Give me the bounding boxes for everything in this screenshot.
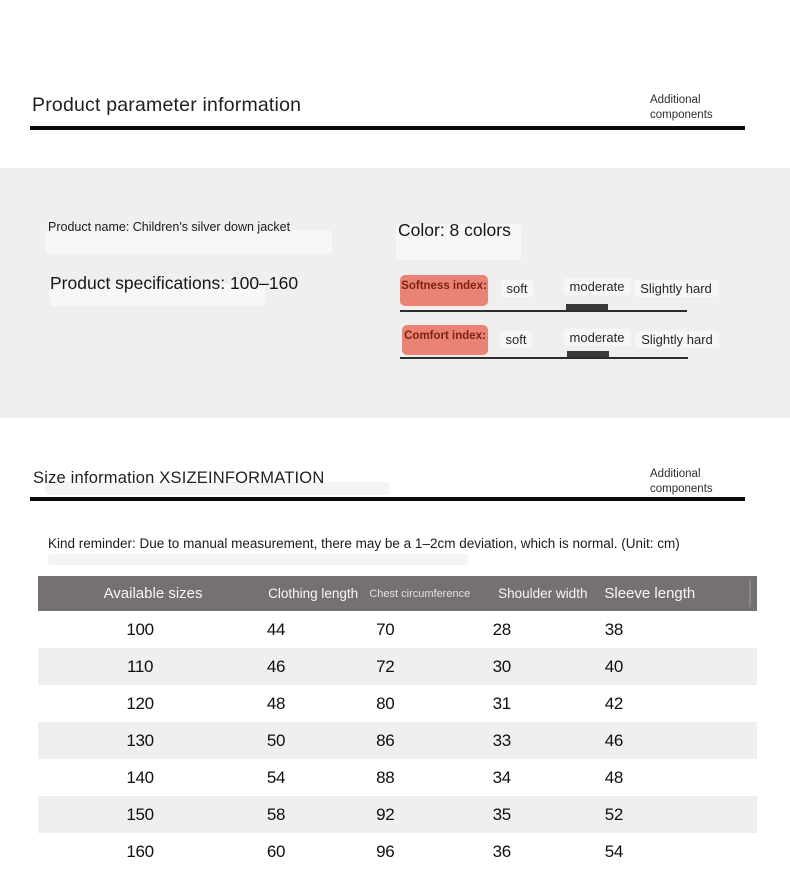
column-header-chest-circumference: Chest circumference	[369, 587, 471, 600]
product-specifications-label: Product specifications: 100–160	[50, 273, 299, 293]
table-cell: 110	[126, 657, 154, 676]
table-row	[38, 611, 757, 648]
table-cell: 86	[376, 731, 395, 750]
table-cell: 120	[126, 694, 154, 713]
table-row	[38, 722, 757, 759]
table-cell: 160	[126, 842, 154, 861]
table-cell: 46	[266, 657, 286, 676]
table-cell: 58	[266, 805, 286, 824]
softness-index-chip	[400, 275, 488, 306]
table-cell: 52	[604, 805, 624, 824]
product-name-label: Product name: Children's silver down jacket	[48, 220, 291, 234]
table-cell: 31	[492, 694, 511, 713]
table-cell: 40	[604, 657, 624, 676]
softness-level-slightly-hard: Slightly hard	[634, 280, 718, 297]
softness-level-soft: soft	[501, 280, 534, 297]
section-title-product-parameters: Product parameter information	[32, 94, 302, 116]
table-cell: 48	[266, 694, 286, 713]
column-header-sleeve-length: Sleeve length	[604, 585, 696, 602]
column-header-shoulder-width: Shoulder width	[498, 586, 588, 601]
softness-slider-track	[400, 310, 687, 312]
table-cell: 42	[604, 694, 624, 713]
table-cell: 50	[266, 731, 286, 750]
softness-slider-marker	[566, 304, 608, 310]
table-row	[38, 685, 757, 722]
section-divider-line	[30, 126, 745, 130]
table-cell: 38	[604, 620, 624, 639]
table-cell: 54	[266, 768, 286, 787]
table-row	[38, 833, 757, 870]
table-cell: 28	[492, 620, 511, 639]
comfort-slider-marker	[567, 351, 609, 357]
size-table-header	[38, 576, 757, 611]
table-cell: 88	[376, 768, 395, 787]
table-row	[38, 796, 757, 833]
comfort-index-label: Comfort index:	[404, 330, 486, 342]
table-cell: 35	[492, 805, 511, 824]
table-cell: 48	[604, 768, 624, 787]
column-header-clothing-length: Clothing length	[268, 586, 359, 601]
table-cell: 130	[126, 731, 154, 750]
section-title-size-information: Size information XSIZEINFORMATION	[33, 469, 325, 487]
column-header-available-sizes: Available sizes	[103, 585, 203, 602]
table-cell: 140	[126, 768, 154, 787]
table-cell: 80	[376, 694, 395, 713]
table-cell: 46	[604, 731, 624, 750]
table-cell: 100	[126, 620, 154, 639]
comfort-index-chip	[402, 325, 488, 355]
table-cell: 34	[492, 768, 511, 787]
table-row	[38, 648, 757, 685]
table-cell: 70	[376, 620, 395, 639]
comfort-slider-track	[400, 357, 688, 359]
table-cell: 30	[492, 657, 511, 676]
erased-text-strip	[48, 554, 468, 565]
size-table-body	[38, 611, 757, 870]
table-cell: 60	[266, 842, 286, 861]
additional-components-note: Additional components	[650, 94, 713, 121]
section-divider-line	[30, 497, 745, 501]
table-row	[38, 759, 757, 796]
softness-index-label: Softness index:	[401, 280, 487, 292]
comfort-level-moderate: moderate	[564, 329, 631, 346]
table-cell: 92	[376, 805, 395, 824]
softness-level-moderate: moderate	[564, 278, 631, 295]
table-cell: 44	[266, 620, 286, 639]
measurement-reminder-text: Kind reminder: Due to manual measurement, there may be a 1–2cm deviation, which is normal. (Unit: cm)	[48, 536, 680, 551]
color-count-label: Color: 8 colors	[398, 220, 511, 240]
table-cell: 36	[492, 842, 511, 861]
table-cell: 72	[376, 657, 395, 676]
table-cell: 96	[376, 842, 395, 861]
additional-components-note: Additional components	[650, 468, 713, 495]
comfort-level-slightly-hard: Slightly hard	[635, 331, 719, 348]
table-cell: 54	[604, 842, 624, 861]
table-cell: 150	[126, 805, 154, 824]
table-cell: 33	[492, 731, 511, 750]
comfort-level-soft: soft	[500, 331, 533, 348]
